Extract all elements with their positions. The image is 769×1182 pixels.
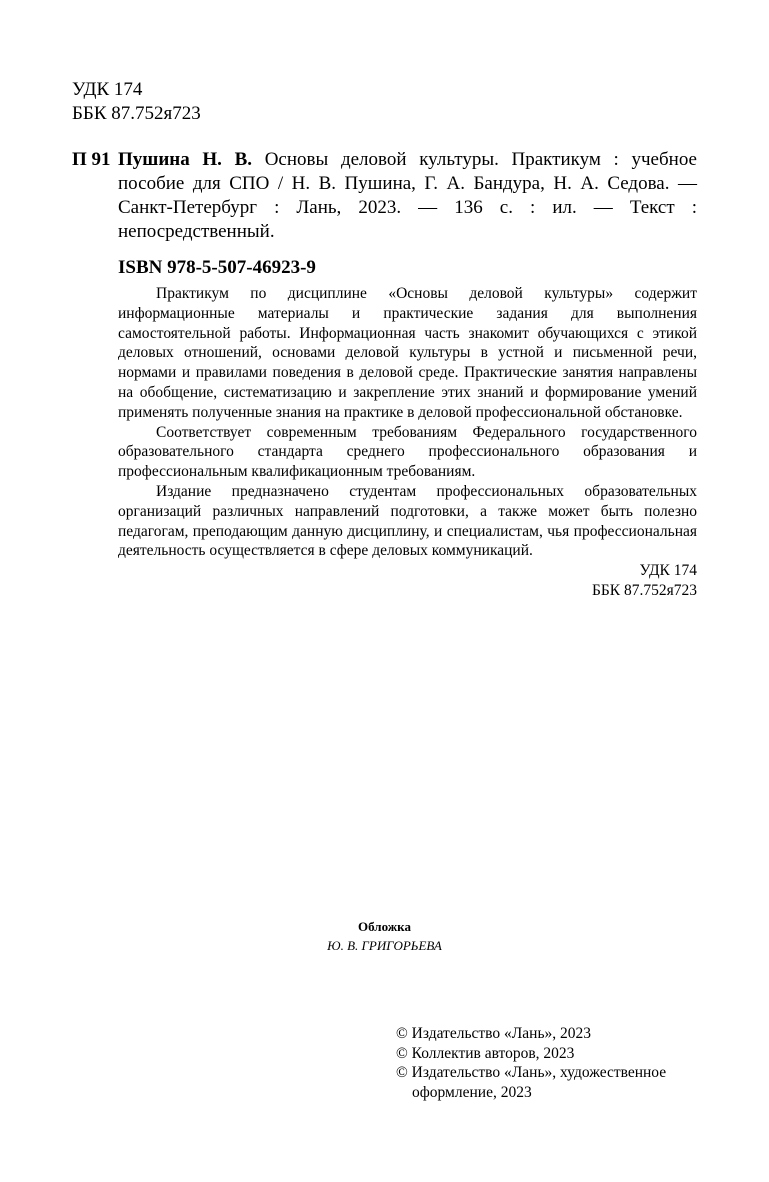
abstract-bbk: ББК 87.752я723: [591, 581, 697, 599]
copyright-line: © Издательство «Лань», художественное: [396, 1064, 667, 1081]
author-name: Пушина Н. В.: [118, 149, 253, 170]
udk-code: УДК 174: [72, 79, 143, 100]
abstract-paragraph: Практикум по дисциплине «Основы деловой культуры» содержит информационные материалы и практические задания для выполнения самостоятельной работы. Информационная часть знакомит обучающихся с этикой деловых отношений, основами деловой культуры в устной и письменной речи, нормами и правилами поведения в деловой среде. Практические занятия направлены на обобщение, систематизацию и закрепление этих знаний и формирование умений применять полученные знания на практике в деловой профессиональной обстановке.: [118, 285, 697, 421]
cover-credit: [0, 917, 769, 955]
bibliographic-record: [118, 148, 697, 244]
record-text: Основы деловой культуры. Практикум : учебное пособие для СПО / Н. В. Пушина, Г. А. Бандура, Н. А. Седова. — Санкт-Петербург : Лань, 2023. — 136 с. : ил. — Текст : непосредственный.: [118, 149, 697, 242]
abstract: [118, 284, 697, 601]
cover-label: Обложка: [358, 919, 411, 934]
copyright-line: © Коллектив авторов, 2023: [396, 1044, 575, 1062]
copyright-line-continuation: оформление, 2023: [412, 1083, 532, 1101]
cover-designer: Ю. В. ГРИГОРЬЕВА: [327, 938, 442, 953]
bbk-code: ББК 87.752я723: [72, 103, 201, 124]
copyright-block: [396, 1024, 696, 1102]
abstract-paragraph: Соответствует современным требованиям Федерального государственного образовательного стандарта среднего профессионального образования и профессиональным квалификационным требованиям.: [118, 423, 697, 481]
catalog-index: П 91: [72, 149, 111, 170]
isbn: ISBN 978-5-507-46923-9: [118, 257, 316, 278]
abstract-udk: УДК 174: [639, 562, 697, 580]
copyright-line: © Издательство «Лань», 2023: [396, 1025, 592, 1042]
abstract-paragraph: Издание предназначено студентам профессиональных образовательных организаций различных направлений подготовки, а также может быть полезно педагогам, преподающим данную дисциплину, и специалистам, чья профессиональная деятельность осуществляется в сфере деловых коммуникаций.: [118, 482, 697, 560]
